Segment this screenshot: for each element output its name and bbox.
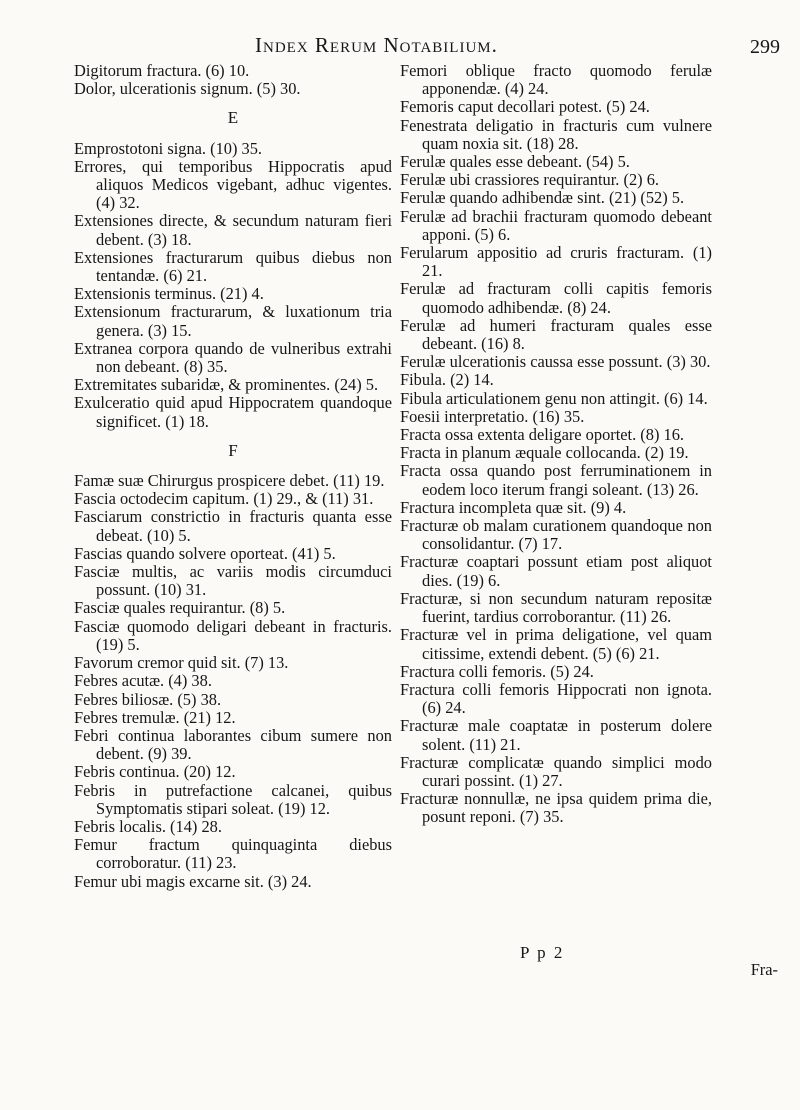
index-entry-text: Fasciæ quales requirantur. (8) 5.	[74, 598, 286, 618]
index-entry-text: Ferulæ quales esse debeant. (54) 5.	[400, 152, 630, 172]
index-entry-text: Fibula articulationem genu non attingit. (6) 14.	[400, 388, 708, 408]
left-index-column	[74, 62, 392, 891]
index-entry-text: Febris in putrefactione calcanei, quibus Symptomatis stipari soleat. (19) 12.	[74, 780, 392, 818]
index-entry	[74, 158, 392, 213]
index-entry-text: Fracturæ, si non secundum naturam repositæ fuerint, tardius corroborantur. (11) 26.	[400, 588, 712, 627]
index-entry	[74, 376, 392, 394]
index-entry-text: Famæ suæ Chirurgus prospicere debet. (11) 19.	[74, 471, 385, 491]
index-entry	[400, 371, 712, 389]
index-entry	[74, 818, 392, 836]
index-entry	[74, 285, 392, 303]
index-entry-text: Fracturæ ob malam curationem quandoque non consolidantur. (7) 17.	[400, 516, 712, 554]
index-entry	[74, 563, 392, 599]
section-letter: F	[228, 440, 238, 460]
index-entry	[400, 626, 712, 662]
index-entry	[400, 462, 712, 498]
index-entry	[400, 153, 712, 171]
index-entry	[74, 709, 392, 727]
index-entry	[400, 590, 712, 626]
index-entry	[74, 472, 392, 490]
index-entry-text: Fascias quando solvere oporteat. (41) 5.	[74, 543, 336, 563]
right-index-column	[400, 62, 712, 827]
index-entry	[400, 208, 712, 244]
index-entry-text: Fibula. (2) 14.	[400, 370, 494, 390]
index-entry-text: Febres biliosæ. (5) 38.	[74, 689, 222, 709]
index-entry	[74, 618, 392, 654]
section-letter: E	[227, 108, 239, 128]
index-entry	[74, 654, 392, 672]
index-entry-text: Fascia octodecim capitum. (1) 29., & (11) 31.	[74, 489, 374, 509]
index-entry-text: Fracturæ coaptari possunt etiam post aliquot dies. (19) 6.	[400, 552, 712, 590]
index-entry-text: Fracturæ male coaptatæ in posterum dolere solent. (11) 21.	[400, 716, 712, 754]
index-entry	[74, 782, 392, 818]
index-entry-text: Ferulæ quando adhibendæ sint. (21) (52) 5.	[400, 188, 685, 208]
index-entry-text: Femori oblique fracto quomodo ferulæ apponendæ. (4) 24.	[400, 61, 712, 99]
index-entry-text: Febri continua laborantes cibum sumere non debent. (9) 39.	[74, 725, 392, 764]
index-entry	[400, 553, 712, 589]
index-entry	[400, 408, 712, 426]
index-entry	[74, 508, 392, 544]
index-entry-text: Fractura incompleta quæ sit. (9) 4.	[400, 497, 627, 517]
index-entry	[74, 212, 392, 248]
index-entry-text: Ferulæ ad humeri fracturam quales esse debeant. (16) 8.	[400, 315, 712, 354]
index-entry-text: Extensiones fracturarum quibus diebus non tentandæ. (6) 21.	[74, 247, 392, 286]
index-entry-text: Febres acutæ. (4) 38.	[74, 671, 212, 691]
index-entry	[74, 599, 392, 617]
index-entry-text: Foesii interpretatio. (16) 35.	[400, 406, 585, 426]
index-entry-text: Febres tremulæ. (21) 12.	[74, 707, 236, 727]
index-entry	[74, 873, 392, 891]
index-entry	[400, 517, 712, 553]
index-entry	[400, 681, 712, 717]
index-entry	[74, 394, 392, 430]
index-entry-text: Febris localis. (14) 28.	[74, 816, 222, 836]
index-entry	[400, 62, 712, 98]
index-entry	[400, 444, 712, 462]
index-entry-text: Exulceratio quid apud Hippocratem quandoque significet. (1) 18.	[74, 393, 392, 431]
index-entry-text: Fracta in planum æquale collocanda. (2) 19.	[400, 443, 689, 463]
index-entry	[400, 117, 712, 153]
index-entry-text: Ferulæ ubi crassiores requirantur. (2) 6.	[400, 170, 660, 190]
index-entry-text: Fracturæ nonnullæ, ne ipsa quidem prima die, posunt reponi. (7) 35.	[400, 789, 712, 827]
index-entry	[400, 317, 712, 353]
index-entry-text: Femoris caput decollari potest. (5) 24.	[400, 97, 650, 117]
index-entry	[74, 249, 392, 285]
index-entry-text: Extensiones directe, & secundum naturam fieri debent. (3) 18.	[74, 211, 392, 249]
index-entry	[74, 303, 392, 339]
catchword: Fra-	[750, 960, 778, 979]
index-entry-text: Extensionis terminus. (21) 4.	[74, 284, 264, 304]
index-entry	[74, 727, 392, 763]
index-entry	[400, 353, 712, 371]
index-entry-text: Femur ubi magis excarne sit. (3) 24.	[74, 871, 312, 891]
index-entry-text: Dolor, ulcerationis signum. (5) 30.	[74, 79, 301, 99]
index-entry-text: Digitorum fractura. (6) 10.	[74, 61, 250, 80]
index-entry	[400, 390, 712, 408]
index-entry	[74, 340, 392, 376]
index-entry	[400, 98, 712, 116]
index-entry-text: Extranea corpora quando de vulneribus extrahi non debeant. (8) 35.	[74, 338, 392, 377]
index-entry-text: Fracta ossa extenta deligare oportet. (8) 16.	[400, 425, 684, 445]
page-number: 299	[750, 36, 780, 58]
index-entry	[400, 754, 712, 790]
index-entry	[400, 171, 712, 189]
index-entry	[400, 790, 712, 826]
index-entry	[74, 691, 392, 709]
index-entry-text: Fractura colli femoris. (5) 24.	[400, 661, 594, 681]
running-head: Index Rerum Notabilium.	[255, 33, 498, 57]
index-entry-text: Fracta ossa quando post ferruminationem in eodem loco iterum frangi soleant. (13) 26.	[400, 461, 712, 499]
index-entry	[74, 836, 392, 872]
index-entry	[74, 672, 392, 690]
index-entry-text: Fractura colli femoris Hippocrati non ignota. (6) 24.	[400, 679, 712, 718]
index-entry	[74, 140, 392, 158]
index-entry-text: Fasciæ quomodo deligari debeant in fracturis. (19) 5.	[74, 616, 392, 654]
index-entry	[400, 426, 712, 444]
index-entry	[400, 499, 712, 517]
index-entry	[74, 545, 392, 563]
index-entry	[74, 80, 392, 98]
index-entry-text: Fenestrata deligatio in fracturis cum vulnere quam noxia sit. (18) 28.	[400, 115, 712, 153]
index-entry-text: Ferularum appositio ad cruris fracturam. (1) 21.	[400, 243, 712, 281]
index-entry-text: Febris continua. (20) 12.	[74, 762, 236, 782]
index-entry	[400, 663, 712, 681]
index-entry-text: Femur fractum quinquaginta diebus corroboratur. (11) 23.	[74, 835, 392, 873]
index-entry-text: Ferulæ ad fracturam colli capitis femoris quomodo adhibendæ. (8) 24.	[400, 279, 712, 317]
index-entry	[74, 490, 392, 508]
index-entry-text: Fasciarum constrictio in fracturis quanta esse debeat. (10) 5.	[74, 507, 392, 545]
index-entry	[74, 763, 392, 781]
index-entry-text: Fracturæ complicatæ quando simplici modo curari possint. (1) 27.	[400, 752, 712, 790]
index-entry-text: Fasciæ multis, ac variis modis circumduci possunt. (10) 31.	[74, 562, 392, 600]
index-entry	[74, 62, 392, 80]
index-entry-text: Emprostotoni signa. (10) 35.	[74, 138, 263, 158]
index-entry-text: Ferulæ ad brachii fracturam quomodo debeant apponi. (5) 6.	[400, 206, 712, 244]
index-entry-text: Favorum cremor quid sit. (7) 13.	[74, 653, 289, 673]
index-entry	[400, 244, 712, 280]
index-entry	[400, 280, 712, 316]
index-entry-text: Errores, qui temporibus Hippocratis apud aliquos Medicos vigebant, adhuc vigentes. (4) 32.	[74, 156, 392, 213]
index-entry-text: Extremitates subaridæ, & prominentes. (24) 5.	[74, 375, 379, 395]
index-entry	[400, 189, 712, 207]
signature-mark: P p 2	[520, 943, 565, 962]
index-entry-text: Extensionum fracturarum, & luxationum tria genera. (3) 15.	[74, 302, 392, 340]
index-entry-text: Fracturæ vel in prima deligatione, vel quam citissime, extendi debent. (5) (6) 21.	[400, 625, 712, 663]
index-entry	[400, 717, 712, 753]
index-entry-text: Ferulæ ulcerationis caussa esse possunt. (3) 30.	[400, 352, 711, 372]
